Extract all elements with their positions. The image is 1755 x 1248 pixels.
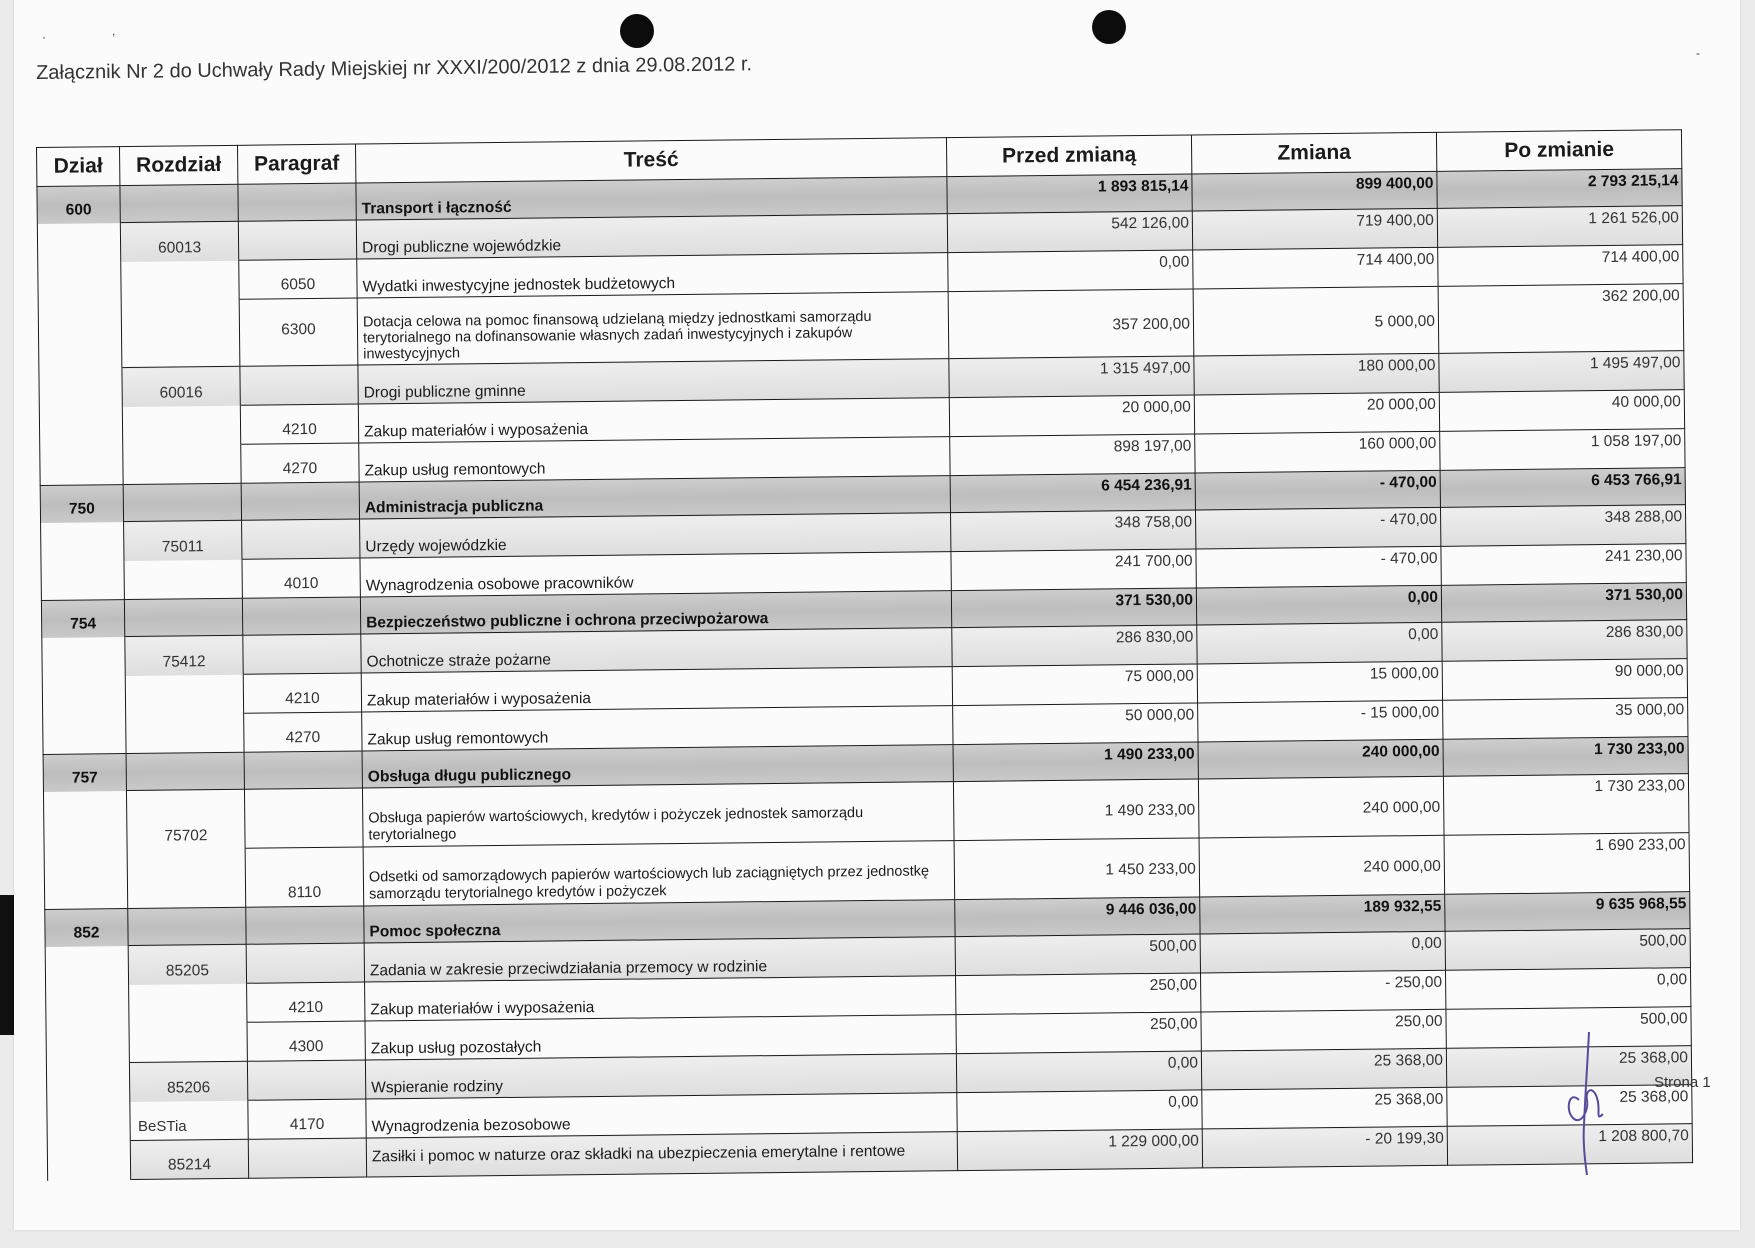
cell-tresc: Zakup usług pozostałych [365,1015,956,1060]
cell-tresc: Wydatki inwestycyjne jednostek budżetowych [357,253,948,298]
cell-rozdzial: 85205 [128,944,246,984]
cell-przed: 1 229 000,00 [957,1129,1202,1171]
cell-rozdzial: 60016 [122,366,240,406]
cell-paragraf [243,634,361,674]
cell-przed: 357 200,00 [948,289,1194,359]
cell-tresc: Wynagrodzenia bezosobowe [366,1093,957,1138]
cell-tresc: Urzędy wojewódzkie [360,513,951,558]
cell-tresc: Drogi publiczne wojewódzkie [356,214,947,259]
cell-dzial [46,1024,129,1064]
cell-tresc: Zasiłki i pomoc w naturze oraz składki na ubezpieczenia emerytalne i rentowe [366,1132,957,1177]
cell-tresc: Zakup materiałów i wyposażenia [365,976,956,1021]
cell-przed: 0,00 [956,1051,1201,1093]
cell-przed: 1 893 815,14 [947,174,1192,214]
cell-paragraf [246,943,364,983]
cell-paragraf: 4010 [242,558,360,598]
cell-przed: 1 315 497,00 [949,356,1194,398]
cell-rozdzial [128,907,246,945]
cell-rozdzial [124,598,242,636]
cell-rozdzial [126,752,244,790]
cell-po: 9 635 968,55 [1445,892,1690,932]
cell-paragraf: 4210 [240,404,358,444]
cell-po: 500,00 [1446,1007,1691,1049]
cell-paragraf: 4300 [247,1021,365,1061]
cell-zmiana: 25 368,00 [1201,1048,1446,1090]
cell-przed: 6 454 236,91 [950,473,1195,513]
cell-dzial [47,1141,130,1181]
cell-paragraf: 8110 [245,847,364,907]
cell-zmiana: 180 000,00 [1194,353,1439,395]
cell-przed: 1 490 233,00 [953,779,1199,841]
cell-przed: 20 000,00 [949,395,1194,437]
cell-zmiana: 189 932,55 [1200,894,1445,934]
cell-zmiana: - 15 000,00 [1198,700,1443,742]
cell-rozdzial [126,713,244,753]
cell-rozdzial [123,483,241,521]
cell-tresc: Odsetki od samorządowych papierów wartościowych lub zaciągniętych przez jednostkę samorządu terytorialnego kredytów i pożyczek [363,841,955,906]
cell-po: 1 690 233,00 [1444,833,1690,895]
cell-tresc: Zakup usług remontowych [362,706,953,751]
cell-tresc: Zakup materiałów i wyposażenia [358,398,949,443]
cell-paragraf: 4210 [243,673,361,713]
cell-tresc: Ochotnicze straże pożarne [361,628,952,673]
cell-rozdzial: 85206 [129,1061,247,1101]
cell-tresc: Administracja publiczna [359,476,950,519]
scan-speck: · [42,30,46,44]
cell-tresc: Zakup usług remontowych [359,437,950,482]
cell-zmiana: 25 368,00 [1202,1087,1447,1129]
cell-zmiana: 240 000,00 [1198,739,1443,779]
cell-zmiana: 719 400,00 [1192,208,1437,250]
cell-rozdzial [125,674,243,714]
cell-dzial [43,715,126,755]
budget-table [36,129,1693,1181]
header-paragraf: Paragraf [237,144,355,184]
cell-paragraf: 6050 [239,259,357,299]
cell-zmiana: 899 400,00 [1192,171,1437,211]
cell-dzial [39,407,122,447]
cell-dzial [40,446,123,486]
cell-przed: 898 197,00 [950,434,1195,476]
document-page [14,0,1740,1230]
cell-przed: 542 126,00 [947,211,1192,253]
cell-rozdzial: 75011 [124,520,242,560]
cell-zmiana: 160 000,00 [1195,431,1440,473]
cell-zmiana: 5 000,00 [1193,286,1439,356]
cell-paragraf [247,1060,365,1100]
cell-po: 1 730 233,00 [1443,774,1689,836]
cell-tresc: Zadania w zakresie przeciwdziałania przemocy w rodzinie [364,937,955,982]
cell-tresc: Wspieranie rodziny [365,1054,956,1099]
cell-rozdzial [121,260,239,300]
cell-po: 25 368,00 [1446,1046,1691,1088]
cell-paragraf [244,788,363,848]
cell-przed: 1 490 233,00 [953,742,1198,782]
cell-rozdzial [123,444,241,484]
cell-zmiana: 240 000,00 [1199,835,1445,897]
cell-po: 241 230,00 [1441,544,1686,586]
cell-zmiana: - 20 199,30 [1202,1126,1447,1168]
cell-tresc: Drogi publiczne gminne [358,359,949,404]
cell-paragraf: 6300 [239,298,358,366]
cell-rozdzial [127,848,246,908]
cell-rozdzial [120,184,238,222]
cell-zmiana: 0,00 [1197,622,1442,664]
signature-icon [1559,1030,1629,1180]
cell-zmiana: 0,00 [1196,585,1441,625]
cell-rozdzial: 75412 [125,635,243,675]
cell-po: 1 208 800,70 [1447,1124,1692,1166]
cell-dzial [42,676,125,716]
cell-dzial [46,1063,129,1103]
cell-zmiana: - 250,00 [1201,970,1446,1012]
cell-rozdzial [122,405,240,445]
cell-po: 2 793 215,14 [1437,169,1682,209]
cell-rozdzial: 85214 [130,1139,248,1179]
cell-dzial [37,223,120,263]
cell-po: 25 368,00 [1447,1085,1692,1127]
cell-zmiana: 240 000,00 [1198,776,1444,838]
cell-po: 6 453 766,91 [1440,468,1685,508]
cell-dzial: 600 [37,186,120,224]
cell-przed: 371 530,00 [951,588,1196,628]
cell-przed: 286 830,00 [952,625,1197,667]
header-dzial: Dział [37,147,120,187]
cell-po: 714 400,00 [1438,245,1683,287]
cell-paragraf [240,365,358,405]
cell-rozdzial [121,299,240,367]
cell-tresc: Zakup materiałów i wyposażenia [361,667,952,712]
cell-paragraf [246,906,364,944]
cell-zmiana: - 470,00 [1196,546,1441,588]
cell-po: 371 530,00 [1441,583,1686,623]
cell-dzial [38,262,121,302]
cell-po: 500,00 [1445,929,1690,971]
scan-speck: , [112,24,116,38]
cell-po: 1 058 197,00 [1440,429,1685,471]
punch-hole-icon [620,14,654,48]
cell-rozdzial [124,559,242,599]
cell-przed: 1 450 233,00 [954,838,1200,900]
cell-po: 1 261 526,00 [1437,206,1682,248]
cell-dzial [44,850,128,910]
cell-po: 1 730 233,00 [1443,737,1688,777]
cell-po: 90 000,00 [1442,659,1687,701]
cell-tresc: Obsługa papierów wartościowych, kredytów i pożyczek jednostek samorządu terytorialnego [362,782,954,847]
cell-rozdzial: 75702 [126,789,245,849]
header-tresc: Treść [355,138,946,183]
cell-zmiana: - 470,00 [1195,470,1440,510]
cell-po: 1 495 497,00 [1439,351,1684,393]
cell-dzial [38,301,122,369]
cell-dzial [46,985,129,1025]
cell-zmiana: 0,00 [1200,931,1445,973]
cell-paragraf [242,519,360,559]
cell-zmiana: 20 000,00 [1194,392,1439,434]
cell-zmiana: 714 400,00 [1193,247,1438,289]
header-po-zmianie: Po zmianie [1436,130,1681,172]
cell-tresc: Obsługa długu publicznego [362,745,953,788]
cell-po: 40 000,00 [1439,390,1684,432]
cell-tresc: Bezpieczeństwo publiczne i ochrona przeciwpożarowa [360,591,951,634]
cell-przed: 250,00 [956,973,1201,1015]
cell-przed: 9 446 036,00 [955,897,1200,937]
cell-po: 362 200,00 [1438,284,1684,354]
header-zmiana: Zmiana [1191,132,1436,174]
cell-dzial [41,522,124,562]
cell-dzial: 754 [41,600,124,638]
cell-dzial: 757 [43,754,126,792]
cell-dzial [45,946,128,986]
cell-dzial: 750 [40,485,123,523]
cell-dzial [41,561,124,601]
cell-rozdzial [129,1022,247,1062]
cell-przed: 500,00 [955,934,1200,976]
scan-speck: - [1696,46,1700,60]
cell-paragraf: 4170 [248,1099,366,1139]
cell-paragraf [238,183,356,221]
footer-software-name: BeSTia [138,1118,187,1135]
cell-zmiana: 250,00 [1201,1009,1446,1051]
cell-dzial [47,1102,130,1142]
cell-przed: 50 000,00 [953,703,1198,745]
cell-przed: 348 758,00 [951,510,1196,552]
cell-zmiana: 15 000,00 [1197,661,1442,703]
cell-po: 348 288,00 [1440,505,1685,547]
cell-paragraf [238,220,356,260]
cell-dzial [39,368,122,408]
cell-po: 0,00 [1445,968,1690,1010]
cell-rozdzial: 60013 [120,221,238,261]
cell-przed: 0,00 [957,1090,1202,1132]
cell-paragraf [248,1138,366,1178]
cell-tresc: Dotacja celowa na pomoc finansową udzielaną między jednostkami samorządu terytorialnego na dofinansowanie własnych zadań inwestycyjnych i zakupów inwestycyjnych [357,292,949,365]
cell-paragraf [242,597,360,635]
cell-po: 286 830,00 [1442,620,1687,662]
cell-po: 35 000,00 [1443,698,1688,740]
punch-hole-icon [1092,10,1126,44]
cell-paragraf: 4270 [244,712,362,752]
cell-przed: 250,00 [956,1012,1201,1054]
header-rozdzial: Rozdział [120,145,238,185]
table-body [37,169,1693,1181]
cell-dzial [42,637,125,677]
page-number: Strona 1 [1654,1074,1711,1091]
cell-paragraf: 4270 [241,443,359,483]
header-przed-zmiana: Przed zmianą [946,135,1191,177]
cell-dzial: 852 [45,909,128,947]
scan-dark-edge [0,895,14,1035]
cell-przed: 0,00 [948,250,1193,292]
cell-tresc: Wynagrodzenia osobowe pracowników [360,552,951,597]
cell-paragraf [244,751,362,789]
cell-tresc: Transport i łączność [356,177,947,220]
cell-dzial [43,791,127,851]
cell-tresc: Pomoc społeczna [364,900,955,943]
document-title: Załącznik Nr 2 do Uchwały Rady Miejskiej nr XXXI/200/2012 z dnia 29.08.2012 r. [36,53,753,84]
cell-przed: 241 700,00 [951,549,1196,591]
cell-zmiana: - 470,00 [1195,507,1440,549]
cell-paragraf: 4210 [247,982,365,1022]
cell-paragraf [241,482,359,520]
cell-przed: 75 000,00 [952,664,1197,706]
cell-rozdzial [129,983,247,1023]
